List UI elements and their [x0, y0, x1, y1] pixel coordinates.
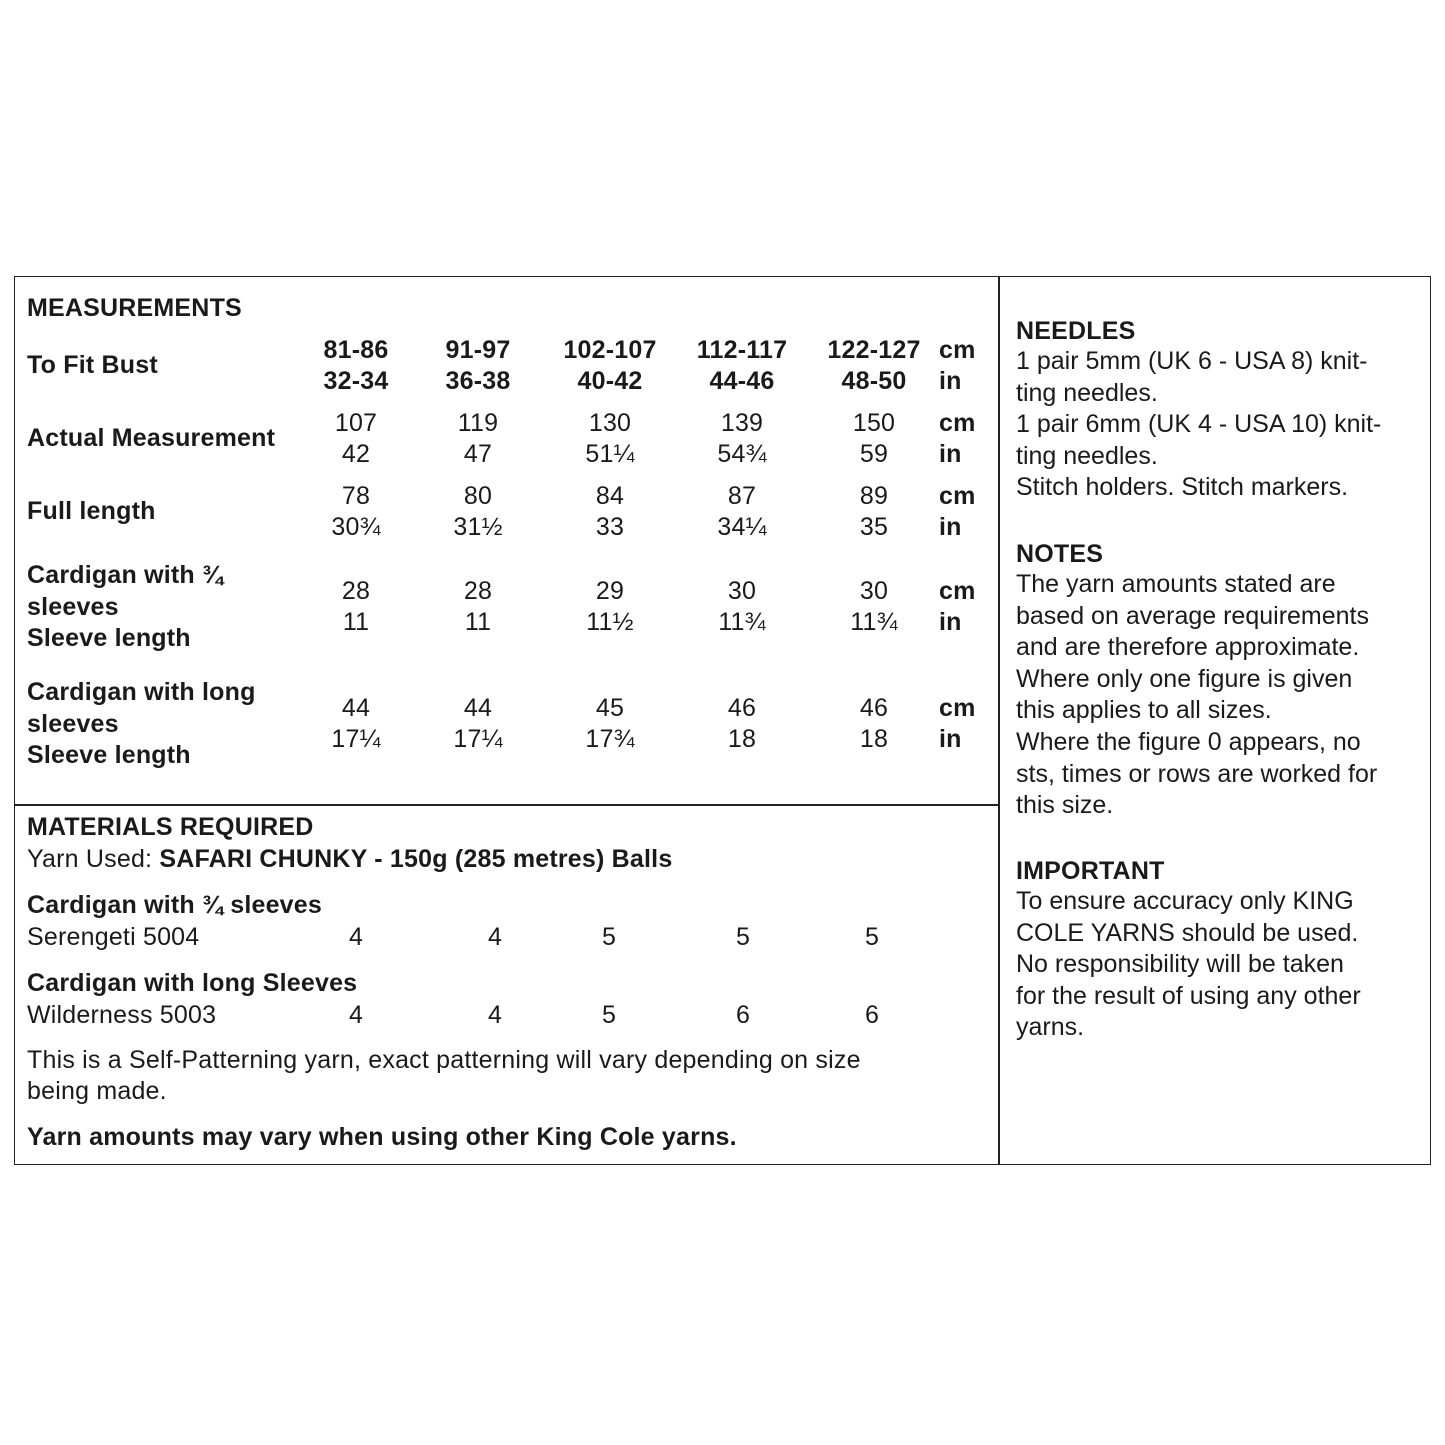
long-sleeve-cm-3: 45	[595, 694, 625, 722]
length-in-1: 30¾	[331, 513, 381, 541]
long-sleeve-in-1: 17¼	[331, 725, 381, 753]
actual-in-2: 47	[463, 440, 493, 468]
notes-text	[1016, 569, 1377, 822]
unit-in: in	[939, 367, 962, 395]
self-patterning-note-line2: being made.	[27, 1077, 167, 1105]
balls-long-1: 4	[348, 1001, 364, 1029]
long-sleeve-in-4: 18	[727, 725, 757, 753]
size-cm-5: 122-127	[827, 336, 921, 364]
length-cm-2: 80	[463, 482, 493, 510]
notes-line: Where only one figure is given	[1016, 664, 1353, 693]
size-in-5: 48-50	[841, 367, 907, 395]
needles-list	[1016, 346, 1381, 504]
actual-cm-1: 107	[334, 409, 378, 437]
colour-wilderness: Wilderness 5003	[27, 1001, 217, 1029]
row-label-three-quarter-line1: Cardigan with ¾	[27, 561, 224, 589]
size-in-2: 36-38	[445, 367, 511, 395]
needles-line: 1 pair 6mm (UK 4 - USA 10) knit-	[1016, 410, 1382, 439]
unit-in: in	[939, 725, 962, 753]
yarn-used-value: SAFARI CHUNKY - 150g (285 metres) Balls	[159, 845, 673, 873]
long-sleeve-cm-4: 46	[727, 694, 757, 722]
group-title-three-quarter: Cardigan with ¾ sleeves	[27, 891, 322, 919]
balls-tq-2: 4	[487, 923, 503, 951]
long-sleeve-in-3: 17¾	[585, 725, 635, 753]
important-line: To ensure accuracy only KING	[1016, 887, 1354, 915]
notes-line: The yarn amounts stated are	[1016, 570, 1336, 598]
unit-cm: cm	[939, 482, 976, 510]
length-in-3: 33	[595, 513, 625, 541]
length-cm-5: 89	[859, 482, 889, 510]
unit-cm: cm	[939, 694, 976, 722]
unit-in: in	[939, 608, 962, 636]
balls-long-3: 5	[601, 1001, 617, 1029]
needles-line: ting needles.	[1016, 441, 1158, 470]
tq-sleeve-cm-5: 30	[859, 577, 889, 605]
tq-sleeve-in-2: 11	[464, 608, 492, 636]
notes-line: Where the figure 0 appears, no	[1016, 727, 1361, 756]
section-divider	[14, 804, 999, 806]
important-line: COLE YARNS should be used.	[1016, 918, 1359, 947]
row-label-actual: Actual Measurement	[27, 424, 276, 452]
long-sleeve-cm-5: 46	[859, 694, 889, 722]
to-fit-bust-label: To Fit Bust	[27, 351, 158, 379]
tq-sleeve-cm-2: 28	[463, 577, 493, 605]
actual-in-5: 59	[859, 440, 889, 468]
notes-line: this size.	[1016, 791, 1114, 820]
row-label-long-line2: sleeves	[27, 710, 119, 738]
actual-cm-2: 119	[457, 409, 499, 437]
row-label-long-line1: Cardigan with long	[27, 678, 256, 706]
important-line: No responsibility will be taken	[1016, 950, 1344, 979]
tq-sleeve-cm-3: 29	[595, 577, 625, 605]
size-cm-3: 102-107	[563, 336, 657, 364]
notes-line: based on average requirements	[1016, 601, 1370, 630]
tq-sleeve-in-5: 11¾	[850, 608, 898, 636]
length-in-2: 31½	[453, 513, 503, 541]
size-cm-2: 91-97	[445, 336, 511, 364]
row-label-long-line3: Sleeve length	[27, 741, 191, 769]
size-in-3: 40-42	[577, 367, 643, 395]
notes-line: this applies to all sizes.	[1016, 696, 1272, 725]
self-patterning-note-line1: This is a Self-Patterning yarn, exact patterning will vary depending on size	[27, 1046, 861, 1074]
row-label-three-quarter-line3: Sleeve length	[27, 624, 191, 652]
length-in-4: 34¼	[717, 513, 767, 541]
actual-cm-5: 150	[852, 409, 896, 437]
tq-sleeve-in-1: 11	[342, 608, 370, 636]
actual-cm-3: 130	[588, 409, 632, 437]
colour-serengeti: Serengeti 5004	[27, 923, 200, 951]
balls-tq-4: 5	[735, 923, 751, 951]
materials-heading: MATERIALS REQUIRED	[27, 813, 314, 841]
tq-sleeve-in-3: 11½	[586, 608, 634, 636]
balls-tq-3: 5	[601, 923, 617, 951]
needles-line: Stitch holders. Stitch markers.	[1016, 473, 1349, 502]
column-divider	[998, 276, 1000, 1165]
important-line: for the result of using any other	[1016, 981, 1361, 1010]
length-cm-3: 84	[595, 482, 625, 510]
actual-in-1: 42	[341, 440, 371, 468]
important-text	[1016, 886, 1361, 1044]
unit-cm: cm	[939, 409, 976, 437]
notes-line: sts, times or rows are worked for	[1016, 759, 1378, 788]
long-sleeve-cm-1: 44	[341, 694, 371, 722]
important-line: yarns.	[1016, 1013, 1085, 1042]
yarn-amounts-footer: Yarn amounts may vary when using other King Cole yarns.	[27, 1123, 737, 1151]
size-cm-4: 112-117	[696, 336, 788, 364]
length-cm-1: 78	[341, 482, 371, 510]
balls-long-5: 6	[864, 1001, 880, 1029]
unit-cm: cm	[939, 577, 976, 605]
long-sleeve-cm-2: 44	[463, 694, 493, 722]
row-label-full-length: Full length	[27, 497, 156, 525]
measurements-heading: MEASUREMENTS	[27, 294, 242, 322]
row-label-three-quarter-line2: sleeves	[27, 593, 119, 621]
important-heading: IMPORTANT	[1016, 857, 1165, 885]
group-title-long: Cardigan with long Sleeves	[27, 969, 358, 997]
tq-sleeve-cm-4: 30	[727, 577, 757, 605]
balls-tq-1: 4	[348, 923, 364, 951]
length-cm-4: 87	[727, 482, 757, 510]
yarn-used-label: Yarn Used:	[27, 845, 153, 873]
yarn-used-line	[27, 847, 672, 872]
long-sleeve-in-5: 18	[859, 725, 889, 753]
size-in-1: 32-34	[323, 367, 389, 395]
needles-line: ting needles.	[1016, 378, 1158, 407]
length-in-5: 35	[859, 513, 889, 541]
tq-sleeve-in-4: 11¾	[718, 608, 766, 636]
balls-long-4: 6	[735, 1001, 751, 1029]
size-cm-1: 81-86	[323, 336, 389, 364]
needles-heading: NEEDLES	[1016, 317, 1136, 345]
actual-cm-4: 139	[720, 409, 764, 437]
notes-line: and are therefore approximate.	[1016, 633, 1360, 662]
unit-in: in	[939, 440, 962, 468]
balls-tq-5: 5	[864, 923, 880, 951]
unit-cm: cm	[939, 336, 976, 364]
notes-heading: NOTES	[1016, 540, 1104, 568]
needles-line: 1 pair 5mm (UK 6 - USA 8) knit-	[1016, 347, 1368, 375]
actual-in-3: 51¼	[585, 440, 635, 468]
tq-sleeve-cm-1: 28	[341, 577, 371, 605]
size-in-4: 44-46	[709, 367, 775, 395]
actual-in-4: 54¾	[717, 440, 767, 468]
unit-in: in	[939, 513, 962, 541]
balls-long-2: 4	[487, 1001, 503, 1029]
long-sleeve-in-2: 17¼	[453, 725, 503, 753]
